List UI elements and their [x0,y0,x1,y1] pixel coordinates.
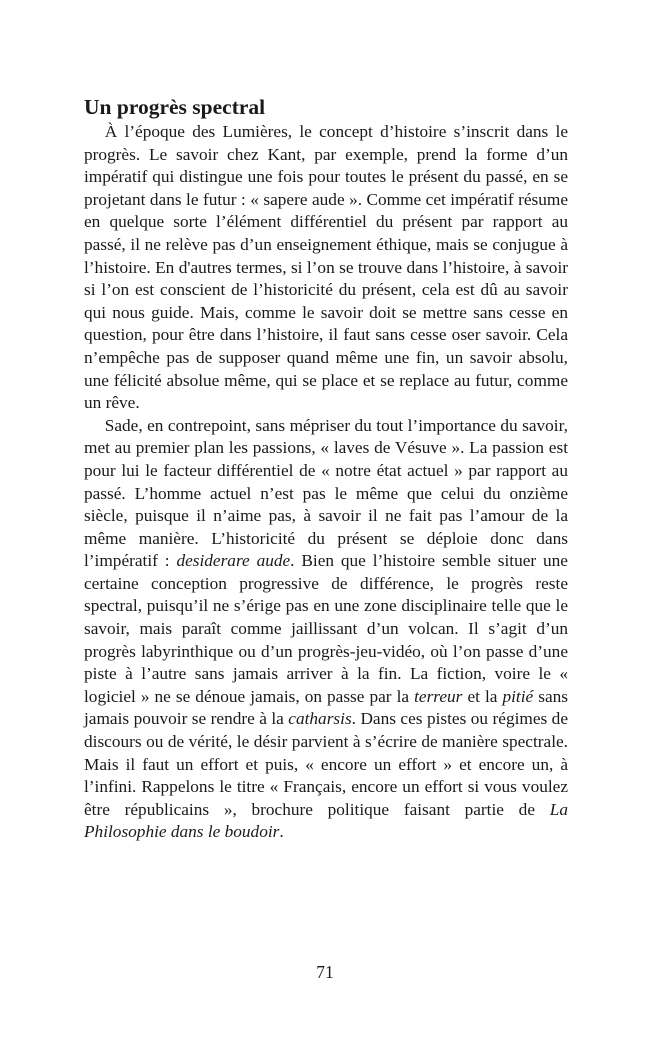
italic-text: desiderare aude [176,551,291,571]
body-text [84,121,568,844]
page-number: 71 [316,962,334,982]
text-run: Sade, en contrepoint, sans mépriser du tout l’importance du savoir, met au premier plan les passions, « laves de Vésuve ». La passion est pour lui le facteur différentiel de « notre état actuel » par rapport au passé. L’homme actuel n’est pas le même que celui du onzième siècle, puisque il n’aime pas, à savoir il ne fait pas l’amour de la même manière. L’historicité du présent se déploie donc dans l’impératif : [84,415,568,571]
paragraph [84,121,568,415]
text-run: sans jamais pouvoir se rendre à la [84,686,568,729]
italic-text: catharsis [288,709,352,729]
italic-text: terreur [414,686,463,706]
text-run: . [279,822,284,842]
italic-text: La Philosophie dans le boudoir [84,799,568,842]
text-run: À l’époque des Lumières, le concept d’histoire s’inscrit dans le progrès. Le savoir chez Kant, par exemple, prend la forme d’un impératif qui distingue une fois pour toutes le présent du passé, en se projetant dans le futur : « sapere aude ». Comme cet impératif résume en quelque sorte l’élément différentiel du présent par rapport au passé, il ne relève pas d’un enseignement éthique, mais se conjugue à l’histoire. En d'autres termes, si l’on se trouve dans l’histoire, à savoir si l’on est conscient de l’historicité du présent, cela est dû au savoir qui nous guide. Mais, comme le savoir doit se mettre sans cesse en question, pour être dans l’histoire, il faut sans cesse oser savoir. Cela n’empêche pas de supposer quand même une fin, un savoir absolu, une félicité absolue même, qui se place et se replace au futur, comme un rêve. [84,122,568,413]
paragraph [84,415,568,844]
page-content [84,94,568,844]
text-run: et la [462,686,503,706]
italic-text: pitié [502,686,534,706]
section-heading: Un progrès spectral [84,95,266,119]
text-run: . Bien que l’histoire semble situer une certaine conception progressive de différence, le progrès reste spectral, puisqu’il ne s’érige pas en une zone disciplinaire telle que le savoir, mais paraît comme jaillissant d’un volcan. Il s’agit d’un progrès labyrinthique ou d’un progrès-jeu-vidéo, où l’on passe d’une piste à l’autre sans jamais arriver à la fin. La fiction, voire le « logiciel » ne se dénoue jamais, on passe par la [84,551,568,706]
text-run: . Dans ces pistes ou régimes de discours ou de vérité, le désir parvient à s’écrire de manière spectrale. Mais il faut un effort et puis, « encore un effort » et encore un, à l’infini. Rappelons le titre « Français, encore un effort si vous voulez être républicains », brochure politique faisant partie de [84,709,568,819]
